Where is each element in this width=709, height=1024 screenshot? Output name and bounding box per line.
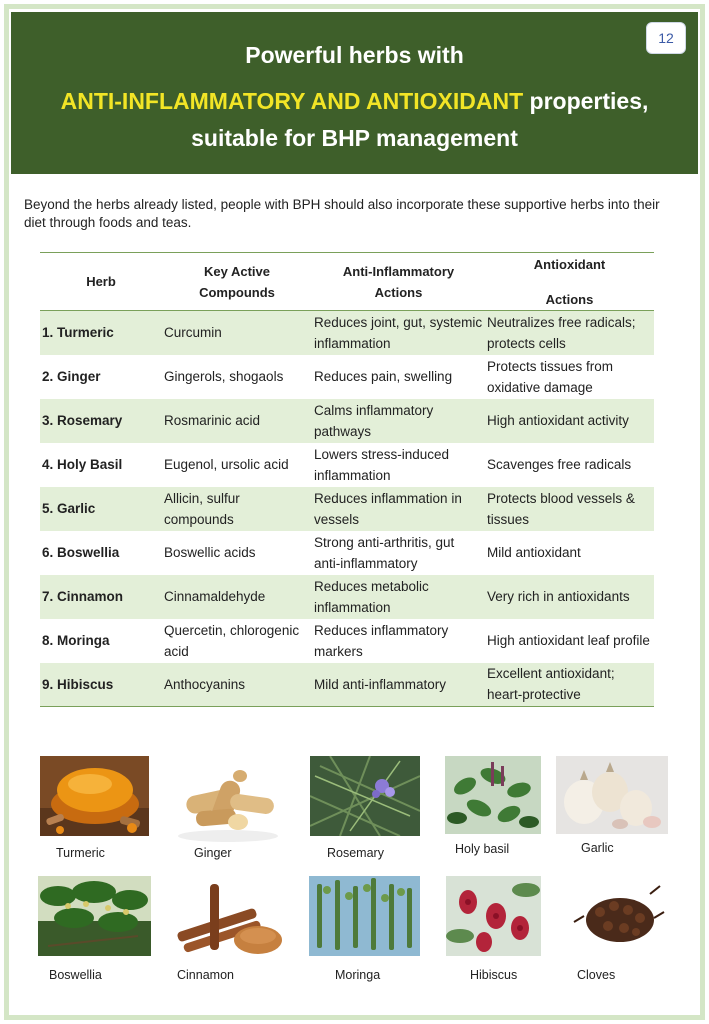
- title-highlight: ANTI-INFLAMMATORY AND ANTIOXIDANT: [60, 88, 524, 114]
- caption-boswellia: Boswellia: [49, 968, 102, 982]
- caption-hibiscus: Hibiscus: [470, 968, 518, 982]
- cell-anti: Reduces pain, swelling: [314, 369, 453, 384]
- cell-herb: 9. Hibiscus: [42, 676, 114, 692]
- table-row: [40, 311, 654, 355]
- table-header-row: [40, 253, 654, 311]
- cell-antioxidant: Protects tissues from oxidative damage: [487, 358, 614, 395]
- table-row: [40, 575, 654, 619]
- cell-herb: 6. Boswellia: [42, 545, 120, 560]
- cell-compounds: Gingerols, shogaols: [164, 369, 284, 384]
- header-antioxidant: [485, 253, 654, 311]
- cell-herb: 4. Holy Basil: [42, 457, 123, 472]
- cell-antioxidant: Mild antioxidant: [487, 545, 581, 560]
- table-row: [40, 399, 654, 443]
- title-line-2: [11, 88, 698, 115]
- header-anti-line-1: Anti-Inflammatory: [342, 263, 455, 279]
- cell-antioxidant: Protects blood vessels & tissues: [487, 490, 635, 527]
- caption-ginger: Ginger: [194, 846, 232, 860]
- cell-herb: 2. Ginger: [42, 369, 101, 384]
- cell-antioxidant: Scavenges free radicals: [487, 457, 632, 472]
- header-anti-line-2: Actions: [374, 284, 423, 300]
- cell-anti: Lowers stress-induced inflammation: [314, 446, 450, 483]
- header-ox-line-2: Actions: [545, 291, 594, 307]
- herbs-table: [40, 252, 654, 707]
- cell-herb: 5. Garlic: [42, 501, 96, 516]
- header-anti-inflammatory: [312, 253, 485, 311]
- cell-compounds: Boswellic acids: [164, 545, 256, 560]
- intro-paragraph: Beyond the herbs already listed, people with BPH should also incorporate these supportive herbs into their diet through foods and teas.: [24, 197, 660, 230]
- cell-anti: Reduces metabolic inflammation: [314, 578, 429, 615]
- cell-antioxidant: Neutralizes free radicals; protects cells: [487, 314, 636, 351]
- cell-herb: 3. Rosemary: [42, 413, 123, 428]
- caption-turmeric: Turmeric: [56, 846, 105, 860]
- title-line-3: suitable for BHP management: [191, 125, 518, 151]
- cell-herb: 7. Cinnamon: [42, 589, 124, 604]
- cell-anti: Mild anti-inflammatory: [314, 676, 447, 692]
- cell-anti: Calms inflammatory pathways: [314, 402, 434, 439]
- cell-compounds: Quercetin, chlorogenic acid: [164, 622, 300, 659]
- header-ox-line-1: Antioxidant: [533, 256, 606, 272]
- cell-compounds: Rosmarinic acid: [164, 413, 261, 428]
- cell-antioxidant: High antioxidant activity: [487, 413, 629, 428]
- cell-anti: Reduces joint, gut, systemic inflammation: [314, 314, 483, 351]
- caption-garlic: Garlic: [581, 841, 614, 855]
- caption-moringa: Moringa: [335, 968, 381, 982]
- table-row: [40, 531, 654, 575]
- table-row: [40, 443, 654, 487]
- cell-anti: Strong anti-arthritis, gut anti-inflammatory: [314, 534, 455, 571]
- cell-herb: 1. Turmeric: [42, 325, 114, 341]
- title-line-2-rest: properties,: [523, 88, 649, 114]
- header-compounds: Key Active Compounds: [162, 253, 312, 311]
- title-banner: [11, 12, 698, 174]
- cell-anti: Reduces inflammation in vessels: [314, 490, 462, 527]
- cell-compounds: Anthocyanins: [164, 676, 246, 692]
- cell-anti: Reduces inflammatory markers: [314, 622, 449, 659]
- cell-herb: 8. Moringa: [42, 633, 110, 648]
- cell-antioxidant: High antioxidant leaf profile: [487, 633, 650, 648]
- cell-antioxidant: Excellent antioxidant; heart-protective: [487, 666, 615, 703]
- caption-cloves: Cloves: [577, 968, 616, 982]
- cell-compounds: Allicin, sulfur compounds: [164, 490, 240, 527]
- table-row: [40, 355, 654, 399]
- caption-cinnamon: Cinnamon: [177, 968, 234, 982]
- cell-antioxidant: Very rich in antioxidants: [487, 589, 630, 604]
- table-row: [40, 619, 654, 663]
- header-herb: Herb: [40, 253, 162, 311]
- page-number-badge: 12: [646, 22, 686, 54]
- caption-holy-basil: Holy basil: [455, 842, 510, 856]
- caption-rosemary: Rosemary: [327, 846, 384, 860]
- title-line-1: Powerful herbs with: [245, 42, 464, 68]
- cell-compounds: Curcumin: [164, 325, 222, 341]
- table-row: [40, 663, 654, 707]
- cell-compounds: Cinnamaldehyde: [164, 589, 266, 604]
- table-row: [40, 487, 654, 531]
- cell-compounds: Eugenol, ursolic acid: [164, 457, 289, 472]
